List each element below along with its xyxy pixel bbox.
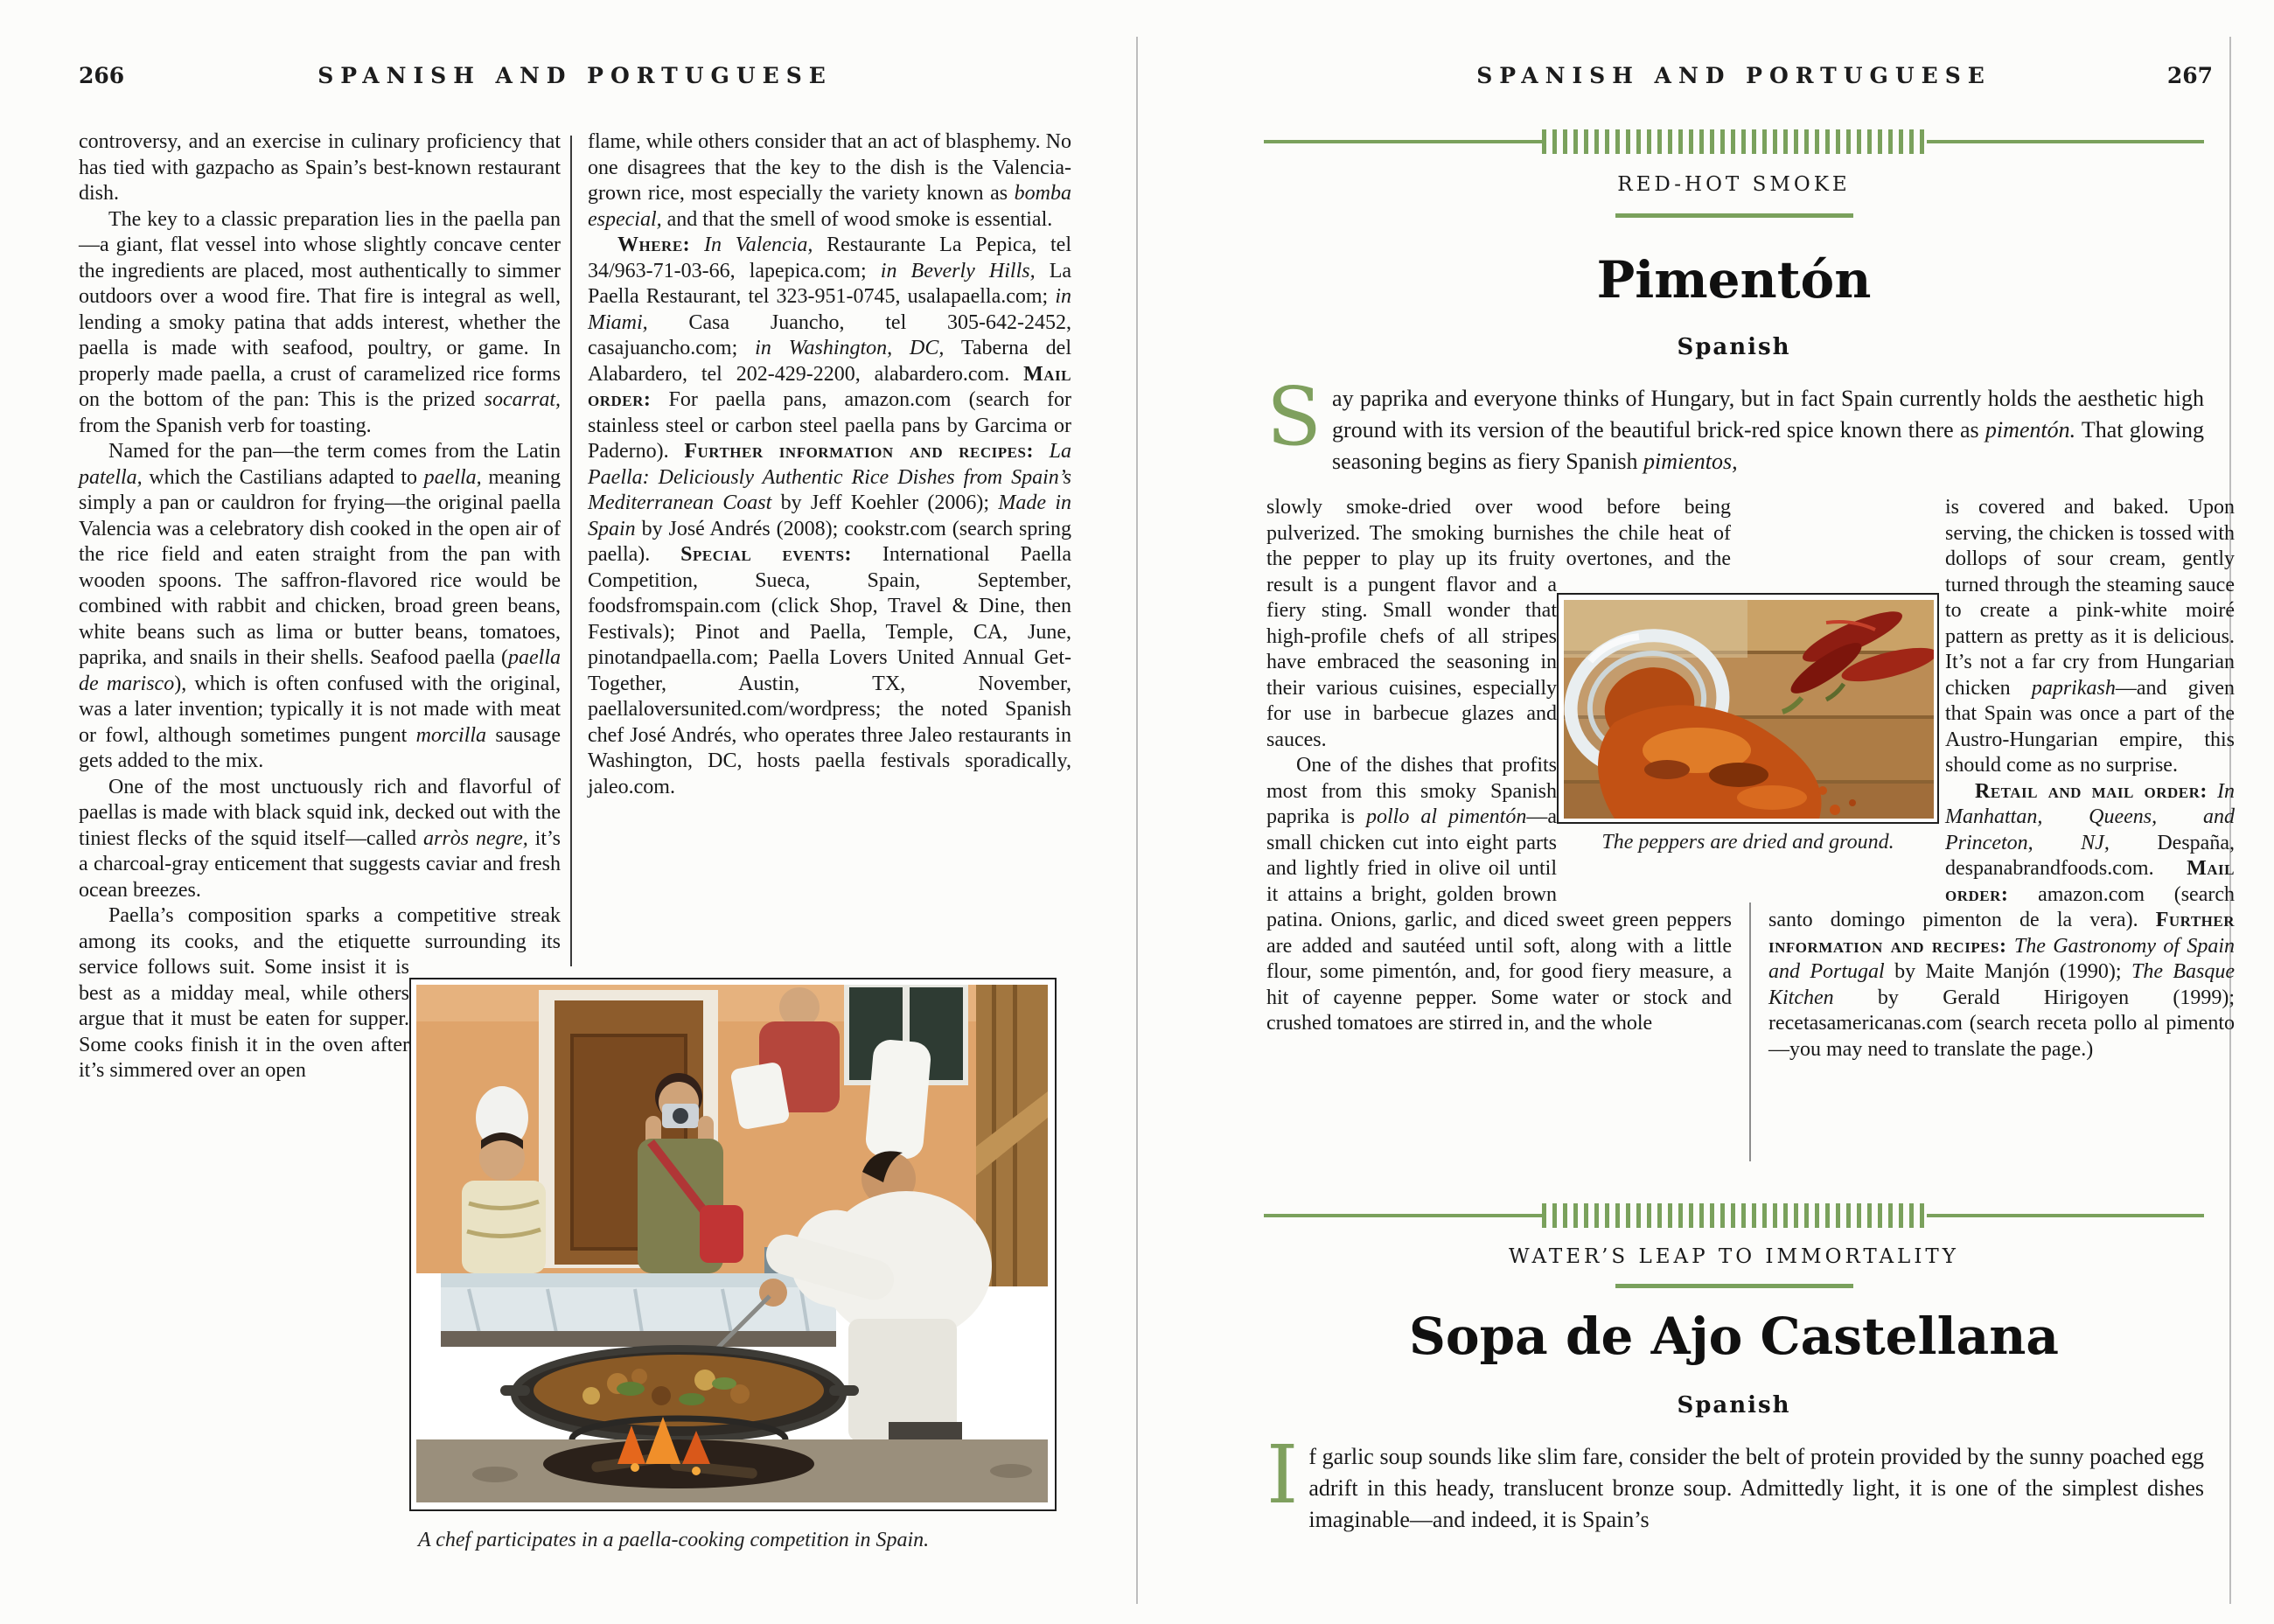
running-head-left: SPANISH AND PORTUGUESE xyxy=(317,63,833,88)
divider-rule xyxy=(1927,140,2205,143)
section2-kicker-rule-wrap xyxy=(1264,1284,2204,1288)
kicker-rule xyxy=(1615,213,1853,218)
section1-kicker: RED-HOT SMOKE xyxy=(1617,173,1851,196)
running-head-right: SPANISH AND PORTUGUESE xyxy=(1476,63,1991,88)
section-divider xyxy=(1264,129,2204,154)
paragraph: slowly smoke-dried over wood before being pulverized. The smoking burnishes the chile heat of the pepper to play up its fruity overtones, and the result is a pungent flavor and a fiery sting. Small wonder that high-profile chefs of all stripes have embraced the seasoning in their various cuisines, especially for use in barbecue glazes and sauces. xyxy=(1266,496,1731,751)
section2-kicker: WATER’S LEAP TO IMMORTALITY xyxy=(1509,1245,1959,1268)
paragraph: Retail and mail order: In Manhattan, Queens, and Princeton, NJ, Despaña, despanabrandfoods.com. Mail order: amazon.com (search santo domingo pimenton de la vera). Further information and recipes: The Gastronomy of Spain and Portugal by Maite Manjón (1990); The Basque Kitchen by Gerald Hirigoyen (1999); recetasamericanas.com (search receta pollo al pimento—you may need to translate the page.) xyxy=(1768,779,2236,1061)
section1-kicker-rule-wrap xyxy=(1264,213,2204,218)
paragraph: The key to a classic preparation lies in the paella pan—a giant, flat vessel into whose slightly concave center the ingredients are placed, most authentically to simmer outdoors over a wood fire. That fire is integral as well, lending a smoky patina that adds interest, whether the paella is made with seafood, poultry, or game. In properly made paella, a crust of caramelized rice forms on the bottom of the pan: This is the prized socarrat, from the Spanish verb for toasting. xyxy=(79,207,561,437)
left-page-column-2 xyxy=(588,129,1071,800)
divider-comb-ornament xyxy=(1542,129,1927,154)
paragraph: One of the most unctuously rich and flavorful of paellas is made with black squid ink, decked out with the tiniest flecks of the squid itself—called arròs negre, it’s a charcoal-gray enticement that suggests caviar and fresh ocean breezes. xyxy=(79,775,561,902)
divider-rule xyxy=(1264,140,1542,143)
paella-photo-illustration xyxy=(416,985,1048,1502)
divider-rule xyxy=(1264,1214,1542,1217)
paragraph: Named for the pan—the term comes from the Latin patella, which the Castilians adapted to paella, meaning simply a pan or cauldron for frying—the original paella Valencia was a celebratory dish cooked in the open air of the rice field and eaten straight from the pan with wooden spoons. The saffron-flavored rice would be combined with rabbit and chicken, broad green beans, white beans such as lima or butter beans, tomatoes, paprika, and snails in their shells. Seafood paella (paella de marisco), which is often confused with the original, was a later invention; typically it is not made with meat or fowl, although sometimes pungent morcilla sausage gets added to the mix. xyxy=(79,440,562,772)
photo-caption-right: The peppers are dried and ground. xyxy=(1601,831,1894,854)
paragraph: Where: In Valencia, Restaurante La Pepica, tel 34/963-71-03-66, lapepica.com; in Beverly Hills, La Paella Restaurant, tel 323-951-0745, usalapaella.com; in Miami, Casa Juancho, tel 305-642-2452, casajuancho.com; in Washington, DC, Taberna del Alabardero, tel 202-429-2200, alabardero.com. Mail order: For paella pans, amazon.com (search for stainless steel or carbon steel paella pans by Garcima or Paderno). Further information and recipes: La Paella: Deliciously Authentic Rice Dishes from Spain’s Mediterranean Coast by Jeff Koehler (2006); Made in Spain by José Andrés (2008); cookstr.com (search spring paella). Special events: International Paella Competition, Sueca, Spain, September, foodsfromspain.com (click Shop, Travel & Dine, then Festivals); Pinot and Paella, Temple, CA, June, pinotandpaella.com; Paella Lovers United Annual Get-Together, Austin, TX, November, paellaloversunited.com/wordpress; the noted Spanish chef José Andrés, who operates three Jaleo restaurants in Washington, DC, hosts paella festivals sporadically, jaleo.com. xyxy=(588,233,1072,798)
paragraph: One of the dishes that profits most from this smoky Spanish paprika is pollo al pimentón—a small chicken cut into eight parts and lightly fried in olive oil until it attains a bright, golden brown patina. Onions, garlic, and diced sweet green peppers are added and sautéed until soft, along with a little flour, some pimentón, and, for good fiery measure, a hit of cayenne pepper. Some water or stock and crushed tomatoes are stirred in, and the whole xyxy=(1266,754,1732,1035)
paragraph: Paella’s composition sparks a competitive streak among its cooks, and the etiquette surrounding its service follows suit. Some insist it is best as a midday meal, while others argue that it must be eaten for supper. Some cooks finish it in the oven after it’s simmered over an open xyxy=(79,904,561,1082)
paella-competition-photo xyxy=(409,978,1057,1511)
paragraph: flame, while others consider that an act of blasphemy. No one disagrees that the key to the dish is the Valencia-grown rice, most especially the variety known as bomba especial, and that the smell of wood smoke is essential. xyxy=(588,130,1071,231)
section1-subtitle: Spanish xyxy=(1677,334,1791,360)
page-gutter-line xyxy=(1136,37,1138,1604)
divider-comb-ornament xyxy=(1542,1203,1927,1228)
divider-rule xyxy=(1927,1214,2205,1217)
left-col2-text xyxy=(588,129,1071,800)
section-divider xyxy=(1264,1203,2204,1228)
column-rule-right-page xyxy=(1749,903,1751,1161)
paragraph: controversy, and an exercise in culinary proficiency that has tied with gazpacho as Spain’s best-known restaurant dish. xyxy=(79,130,561,205)
section1-intro: Say paprika and everyone thinks of Hungary, but in fact Spain currently holds the aesthetic high ground with its version of the beautiful brick-red spice known there as pimentón. That glowing seasoning begins as fiery Spanish pimientos, xyxy=(1266,370,2204,474)
left-col1-text xyxy=(79,129,562,1084)
page-number-left: 266 xyxy=(79,63,125,88)
section2-title: Sopa de Ajo Castellana xyxy=(1409,1307,2059,1366)
photo-caption-left: A chef participates in a paella-cooking competition in Spain. xyxy=(418,1529,930,1551)
pimenton-photo-illustration xyxy=(1564,600,1934,819)
section2-subtitle: Spanish xyxy=(1677,1392,1791,1418)
paragraph: is covered and baked. Upon serving, the chicken is tossed with dollops of sour cream, gently turned through the steaming sauce to create a pink-white moiré pattern as pretty as it is delicious. It’s not a far cry from Hungarian chicken paprikash—and given that Spain was once a part of the Austro-Hungarian empire, this should come as no surprise. xyxy=(1945,496,2235,777)
kicker-rule xyxy=(1615,1284,1853,1288)
page-number-right: 267 xyxy=(2166,63,2213,88)
pimenton-photo xyxy=(1557,593,1939,824)
column-rule-left-page xyxy=(570,136,572,966)
section1-title: Pimentón xyxy=(1596,250,1872,310)
section2-intro: If garlic soup sounds like slim fare, consider the belt of protein provided by the sunny poached egg adrift in this heady, translucent bronze soup. Admittedly light, it is one of the simplest dishes imaginable—and indeed, it is Spain’s xyxy=(1266,1428,2204,1532)
